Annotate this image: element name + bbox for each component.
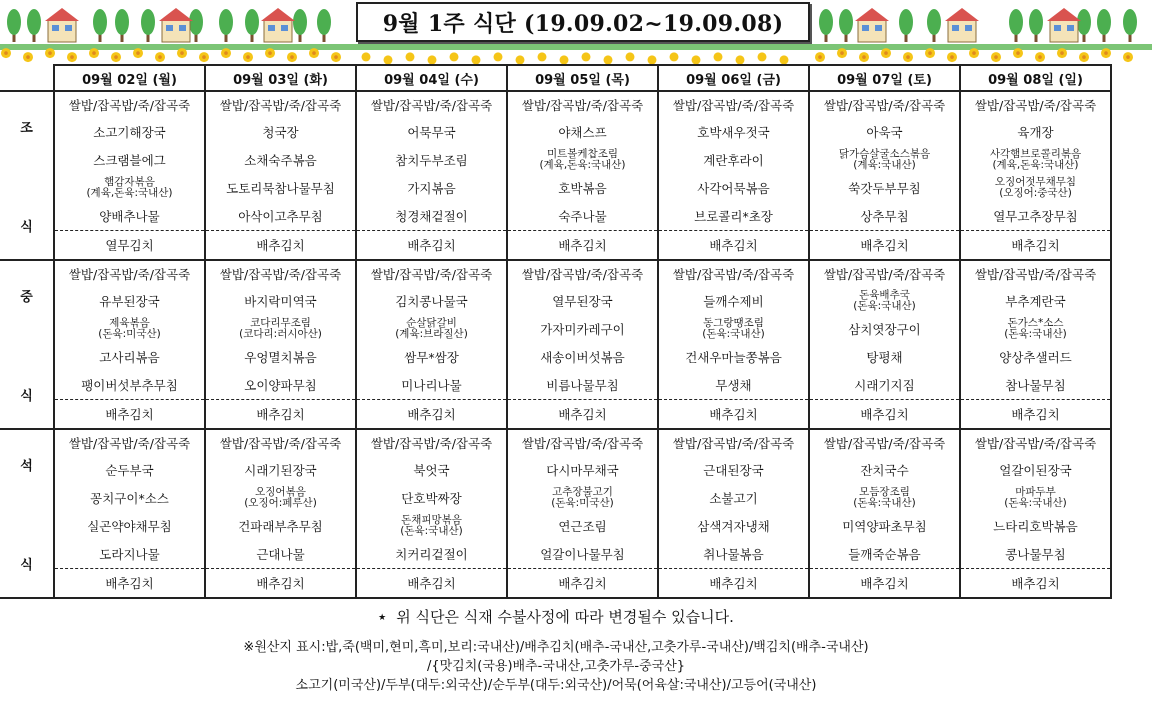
- meal-label-bottom: 식: [20, 388, 33, 404]
- menu-row: [0, 315, 1111, 343]
- flower-center-icon: [1060, 51, 1064, 55]
- tree-icon: [1097, 9, 1111, 35]
- menu-item: 꽁치구이*소스: [54, 484, 205, 512]
- menu-item: 유부된장국: [54, 287, 205, 315]
- menu-item: 들깨수제비: [658, 287, 809, 315]
- menu-item: 소채숙주볶음: [205, 146, 356, 174]
- flower-center-icon: [246, 55, 250, 59]
- menu-item: 취나물볶음: [658, 540, 809, 569]
- tree-icon: [293, 9, 307, 35]
- menu-item: 쌀밥/잡곡밥/죽/잡곡죽: [809, 260, 960, 287]
- change-notice: [0, 606, 1112, 627]
- flower-icon: [582, 52, 591, 61]
- menu-item: 배추김치: [356, 400, 507, 430]
- menu-item: 오이양파무침: [205, 371, 356, 400]
- menu-item: 참나물무침: [960, 371, 1111, 400]
- menu-item: 연근조림: [507, 512, 658, 540]
- menu-row: [0, 540, 1111, 569]
- house-roof-icon: [45, 8, 79, 21]
- house-roof-icon: [261, 8, 295, 21]
- menu-item: 양배추나물: [54, 202, 205, 231]
- flower-icon: [692, 55, 701, 64]
- menu-item: 북엇국: [356, 456, 507, 484]
- house-roof-icon: [945, 8, 979, 21]
- menu-item: 쌀밥/잡곡밥/죽/잡곡죽: [54, 91, 205, 118]
- day-header: 09월 06일 (금): [658, 65, 809, 91]
- menu-item: 코다리무조림 (코다리:러시아산): [205, 315, 356, 343]
- flower-center-icon: [26, 55, 30, 59]
- menu-item: 배추김치: [658, 400, 809, 430]
- menu-item: 배추김치: [960, 231, 1111, 261]
- menu-item: 탕평채: [809, 343, 960, 371]
- menu-item: 순살닭갈비 (계육:브라질산): [356, 315, 507, 343]
- menu-item: 배추김치: [507, 231, 658, 261]
- menu-row: [0, 260, 1111, 287]
- tree-icon: [7, 9, 21, 35]
- menu-item: 제육볶음 (돈육:미국산): [54, 315, 205, 343]
- menu-item: 배추김치: [658, 231, 809, 261]
- menu-item: 부추계란국: [960, 287, 1111, 315]
- flower-center-icon: [1104, 51, 1108, 55]
- flower-center-icon: [906, 55, 910, 59]
- tree-icon: [115, 9, 129, 35]
- menu-item: 쌀밥/잡곡밥/죽/잡곡죽: [658, 429, 809, 456]
- menu-item: 미트볼케찹조림 (계육,돈육:국내산): [507, 146, 658, 174]
- menu-item: 쑥갓두부무침: [809, 174, 960, 202]
- menu-item: 건새우마늘쫑볶음: [658, 343, 809, 371]
- window-icon: [179, 25, 186, 31]
- left-village-illustration: [7, 8, 331, 42]
- menu-item: 얼갈이나물무침: [507, 540, 658, 569]
- menu-item: 참치두부조림: [356, 146, 507, 174]
- menu-item: 배추김치: [205, 400, 356, 430]
- menu-item: 비름나물무침: [507, 371, 658, 400]
- menu-item: 쌀밥/잡곡밥/죽/잡곡죽: [205, 429, 356, 456]
- menu-item: 모듬장조림 (돈육:국내산): [809, 484, 960, 512]
- flower-center-icon: [840, 51, 844, 55]
- flower-center-icon: [268, 51, 272, 55]
- menu-item: 들깨죽순볶음: [809, 540, 960, 569]
- menu-row: [0, 174, 1111, 202]
- menu-item: 쌈무*쌈장: [356, 343, 507, 371]
- menu-row: [0, 202, 1111, 231]
- table-corner: [0, 65, 54, 91]
- tree-icon: [189, 9, 203, 35]
- flower-center-icon: [334, 55, 338, 59]
- menu-item: 배추김치: [658, 569, 809, 599]
- menu-item: 쌀밥/잡곡밥/죽/잡곡죽: [205, 260, 356, 287]
- flower-center-icon: [70, 55, 74, 59]
- menu-item: 가지볶음: [356, 174, 507, 202]
- menu-row: [0, 146, 1111, 174]
- flower-icon: [428, 55, 437, 64]
- flower-center-icon: [312, 51, 316, 55]
- menu-item: 삼색겨자냉채: [658, 512, 809, 540]
- flower-center-icon: [4, 51, 8, 55]
- tree-icon: [93, 9, 107, 35]
- flower-icon: [626, 52, 635, 61]
- menu-item: 숙주나물: [507, 202, 658, 231]
- flower-center-icon: [1016, 51, 1020, 55]
- menu-item: 시래기지짐: [809, 371, 960, 400]
- window-icon: [1067, 25, 1074, 31]
- menu-item: 미나리나물: [356, 371, 507, 400]
- menu-item: 쌀밥/잡곡밥/죽/잡곡죽: [54, 260, 205, 287]
- menu-item: 아욱국: [809, 118, 960, 146]
- menu-item: 닭가슴살굴소스볶음 (계육:국내산): [809, 146, 960, 174]
- menu-item: 쌀밥/잡곡밥/죽/잡곡죽: [205, 91, 356, 118]
- menu-item: 순두부국: [54, 456, 205, 484]
- flower-center-icon: [224, 51, 228, 55]
- menu-row: [0, 484, 1111, 512]
- tree-icon: [219, 9, 233, 35]
- menu-item: 호박볶음: [507, 174, 658, 202]
- menu-row: [0, 343, 1111, 371]
- grass-strip: [0, 44, 1152, 50]
- menu-item: 치커리겉절이: [356, 540, 507, 569]
- origin-line: /{맛김치(국용)배추-국내산,고춧가루-중국산}: [426, 659, 686, 674]
- window-icon: [65, 25, 72, 31]
- menu-item: 오징어젓무채무침 (오징어:중국산): [960, 174, 1111, 202]
- menu-item: 소고기해장국: [54, 118, 205, 146]
- meal-label-top: 중: [20, 289, 33, 305]
- menu-row: [0, 91, 1111, 118]
- menu-item: 열무김치: [54, 231, 205, 261]
- menu-item: 팽이버섯부추무침: [54, 371, 205, 400]
- flower-center-icon: [1082, 55, 1086, 59]
- menu-item: 스크램블에그: [54, 146, 205, 174]
- menu-item: 배추김치: [809, 569, 960, 599]
- weekly-menu-table: [0, 64, 1112, 599]
- menu-item: 삼치엿장구이: [809, 315, 960, 343]
- menu-item: 호박새우젓국: [658, 118, 809, 146]
- menu-item: 배추김치: [356, 569, 507, 599]
- menu-item: 사각어묵볶음: [658, 174, 809, 202]
- flower-center-icon: [290, 55, 294, 59]
- tree-icon: [245, 9, 259, 35]
- menu-item: 고추장불고기 (돈육:미국산): [507, 484, 658, 512]
- flower-center-icon: [92, 51, 96, 55]
- flower-center-icon: [862, 55, 866, 59]
- flower-icon: [648, 55, 657, 64]
- menu-item: 배추김치: [960, 400, 1111, 430]
- meal-label: [0, 260, 54, 429]
- menu-item: 쌀밥/잡곡밥/죽/잡곡죽: [356, 260, 507, 287]
- tree-icon: [141, 9, 155, 35]
- window-icon: [166, 25, 173, 31]
- tree-icon: [1009, 9, 1023, 35]
- flower-center-icon: [928, 51, 932, 55]
- day-header: 09월 03일 (화): [205, 65, 356, 91]
- menu-item: 쌀밥/잡곡밥/죽/잡곡죽: [507, 260, 658, 287]
- flower-icon: [472, 55, 481, 64]
- right-village-illustration: [819, 8, 1137, 42]
- menu-item: 육개장: [960, 118, 1111, 146]
- flower-center-icon: [114, 55, 118, 59]
- menu-item: 쌀밥/잡곡밥/죽/잡곡죽: [658, 260, 809, 287]
- menu-item: 사각햄브로콜리볶음 (계육,돈육:국내산): [960, 146, 1111, 174]
- house-roof-icon: [1047, 8, 1081, 21]
- menu-item: 배추김치: [960, 569, 1111, 599]
- house-roof-icon: [159, 8, 193, 21]
- flower-center-icon: [48, 51, 52, 55]
- window-icon: [862, 25, 869, 31]
- menu-item: 배추김치: [809, 231, 960, 261]
- flower-center-icon: [884, 51, 888, 55]
- menu-row: [0, 118, 1111, 146]
- menu-item: 도토리묵참나물무침: [205, 174, 356, 202]
- meal-label-bottom: 식: [20, 557, 33, 573]
- notice-text: 위 식단은 식재 수불사정에 따라 변경될수 있습니다.: [396, 608, 734, 626]
- menu-item: 쌀밥/잡곡밥/죽/잡곡죽: [54, 429, 205, 456]
- menu-row: [0, 231, 1111, 261]
- flower-icon: [406, 52, 415, 61]
- menu-item: 바지락미역국: [205, 287, 356, 315]
- origin-line: 소고기(미국산)/두부(대두:외국산)/순두부(대두:외국산)/어묵(어육살:국내산)/고등어(국내산): [295, 678, 817, 693]
- meal-label-bottom: 식: [20, 219, 33, 235]
- menu-item: 근대나물: [205, 540, 356, 569]
- window-icon: [281, 25, 288, 31]
- menu-item: 건파래부추무침: [205, 512, 356, 540]
- flower-border: [0, 44, 1152, 64]
- meal-label-top: 석: [20, 458, 33, 474]
- menu-item: 쌀밥/잡곡밥/죽/잡곡죽: [960, 429, 1111, 456]
- menu-item: 배추김치: [809, 400, 960, 430]
- window-icon: [965, 25, 972, 31]
- flower-center-icon: [950, 55, 954, 59]
- day-header: 09월 08일 (일): [960, 65, 1111, 91]
- menu-item: 돈채피망볶음 (돈육:국내산): [356, 512, 507, 540]
- menu-item: 쌀밥/잡곡밥/죽/잡곡죽: [507, 91, 658, 118]
- day-header: 09월 04일 (수): [356, 65, 507, 91]
- flower-icon: [714, 52, 723, 61]
- flower-icon: [560, 55, 569, 64]
- menu-item: 배추김치: [507, 569, 658, 599]
- flower-icon: [758, 52, 767, 61]
- tree-icon: [1029, 9, 1043, 35]
- menu-item: 돈가스*소스 (돈육:국내산): [960, 315, 1111, 343]
- menu-item: 다시마무채국: [507, 456, 658, 484]
- menu-item: 근대된장국: [658, 456, 809, 484]
- flower-center-icon: [180, 51, 184, 55]
- flower-center-icon: [994, 55, 998, 59]
- menu-item: 돈육배추국 (돈육:국내산): [809, 287, 960, 315]
- menu-item: 쌀밥/잡곡밥/죽/잡곡죽: [960, 91, 1111, 118]
- day-header: 09월 07일 (토): [809, 65, 960, 91]
- house-roof-icon: [855, 8, 889, 21]
- menu-item: 실곤약야채무침: [54, 512, 205, 540]
- menu-item: 계란후라이: [658, 146, 809, 174]
- tree-icon: [27, 9, 41, 35]
- menu-title: 9월 1주 식단 (19.09.02~19.09.08): [356, 2, 810, 42]
- window-icon: [268, 25, 275, 31]
- menu-row: [0, 400, 1111, 430]
- flower-icon: [604, 55, 613, 64]
- menu-item: 새송이버섯볶음: [507, 343, 658, 371]
- menu-item: 도라지나물: [54, 540, 205, 569]
- window-icon: [52, 25, 59, 31]
- menu-item: 김치콩나물국: [356, 287, 507, 315]
- meal-label-top: 조: [20, 120, 33, 136]
- flower-icon: [516, 55, 525, 64]
- menu-item: 쌀밥/잡곡밥/죽/잡곡죽: [809, 91, 960, 118]
- menu-item: 야채스프: [507, 118, 658, 146]
- flower-icon: [362, 52, 371, 61]
- menu-item: 배추김치: [205, 231, 356, 261]
- menu-item: 쌀밥/잡곡밥/죽/잡곡죽: [507, 429, 658, 456]
- menu-item: 쌀밥/잡곡밥/죽/잡곡죽: [356, 91, 507, 118]
- menu-item: 단호박짜장: [356, 484, 507, 512]
- star-icon: ★: [378, 612, 387, 623]
- day-header: 09월 02일 (월): [54, 65, 205, 91]
- menu-item: 어묵무국: [356, 118, 507, 146]
- menu-item: 마파두부 (돈육:국내산): [960, 484, 1111, 512]
- day-header: 09월 05일 (목): [507, 65, 658, 91]
- menu-item: 배추김치: [54, 400, 205, 430]
- menu-item: 브로콜리*초장: [658, 202, 809, 231]
- flower-center-icon: [136, 51, 140, 55]
- menu-item: 가자미카레구이: [507, 315, 658, 343]
- menu-item: 쌀밥/잡곡밥/죽/잡곡죽: [809, 429, 960, 456]
- window-icon: [875, 25, 882, 31]
- window-icon: [952, 25, 959, 31]
- flower-center-icon: [972, 51, 976, 55]
- menu-item: 쌀밥/잡곡밥/죽/잡곡죽: [658, 91, 809, 118]
- menu-item: 열무고추장무침: [960, 202, 1111, 231]
- tree-icon: [1123, 9, 1137, 35]
- menu-item: 아삭이고추무침: [205, 202, 356, 231]
- menu-item: 열무된장국: [507, 287, 658, 315]
- flower-icon: [736, 55, 745, 64]
- menu-item: 잔치국수: [809, 456, 960, 484]
- menu-item: 우엉멸치볶음: [205, 343, 356, 371]
- menu-item: 청경채겉절이: [356, 202, 507, 231]
- flower-icon: [670, 52, 679, 61]
- tree-icon: [819, 9, 833, 35]
- menu-item: 배추김치: [54, 569, 205, 599]
- menu-item: 무생채: [658, 371, 809, 400]
- menu-item: 느타리호박볶음: [960, 512, 1111, 540]
- flower-icon: [538, 52, 547, 61]
- tree-icon: [317, 9, 331, 35]
- flower-icon: [384, 55, 393, 64]
- origin-info: [0, 638, 1112, 695]
- menu-item: 상추무침: [809, 202, 960, 231]
- menu-item: 쌀밥/잡곡밥/죽/잡곡죽: [356, 429, 507, 456]
- menu-item: 미역양파초무침: [809, 512, 960, 540]
- menu-item: 햄감자볶음 (계육,돈육:국내산): [54, 174, 205, 202]
- tree-icon: [899, 9, 913, 35]
- origin-line: ※원산지 표시:밥,죽(백미,현미,흑미,보리:국내산)/배추김치(배추-국내산,고춧가루-국내산)/백김치(배추-국내산): [243, 640, 869, 655]
- menu-item: 동그랑땡조림 (돈육:국내산): [658, 315, 809, 343]
- menu-row: [0, 429, 1111, 456]
- menu-row: [0, 512, 1111, 540]
- flower-center-icon: [158, 55, 162, 59]
- menu-item: 콩나물무침: [960, 540, 1111, 569]
- flower-icon: [780, 55, 789, 64]
- tree-icon: [1077, 9, 1091, 35]
- flower-center-icon: [818, 55, 822, 59]
- menu-row: [0, 287, 1111, 315]
- menu-item: 쌀밥/잡곡밥/죽/잡곡죽: [960, 260, 1111, 287]
- menu-row: [0, 371, 1111, 400]
- menu-item: 소불고기: [658, 484, 809, 512]
- flower-icon: [450, 52, 459, 61]
- meal-label: [0, 429, 54, 598]
- menu-item: 얼갈이된장국: [960, 456, 1111, 484]
- flower-icon: [494, 52, 503, 61]
- menu-item: 양상추샐러드: [960, 343, 1111, 371]
- menu-item: 시래기된장국: [205, 456, 356, 484]
- menu-item: 오징어볶음 (오징어:페루산): [205, 484, 356, 512]
- menu-item: 청국장: [205, 118, 356, 146]
- tree-icon: [839, 9, 853, 35]
- menu-item: 배추김치: [356, 231, 507, 261]
- meal-label: [0, 91, 54, 260]
- flower-center-icon: [1038, 55, 1042, 59]
- menu-item: 배추김치: [507, 400, 658, 430]
- flower-center-icon: [1126, 55, 1130, 59]
- tree-icon: [927, 9, 941, 35]
- flower-center-icon: [202, 55, 206, 59]
- menu-item: 배추김치: [205, 569, 356, 599]
- menu-row: [0, 456, 1111, 484]
- menu-row: [0, 569, 1111, 599]
- window-icon: [1054, 25, 1061, 31]
- menu-item: 고사리볶음: [54, 343, 205, 371]
